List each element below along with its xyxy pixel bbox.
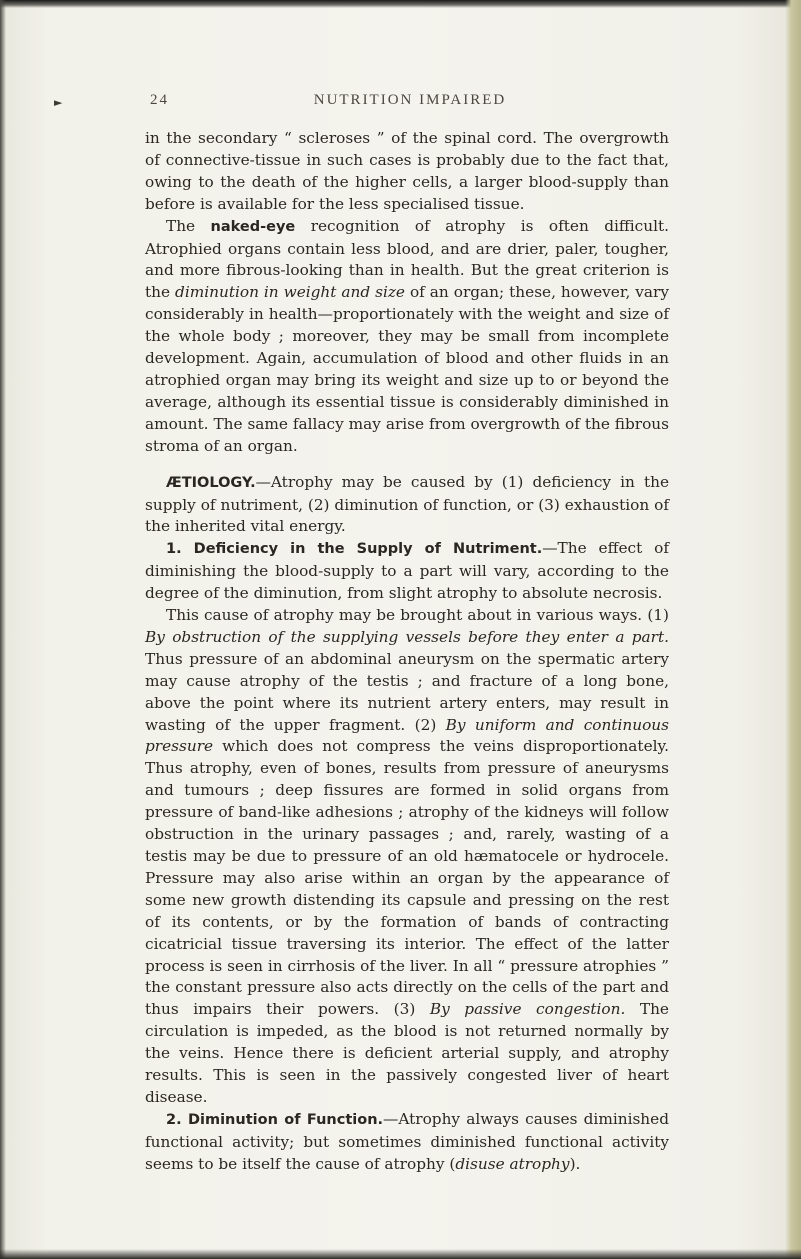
bold-term: naked-eye bbox=[210, 218, 296, 235]
scan-mark-icon: ► bbox=[54, 96, 63, 109]
page-number: 24 bbox=[150, 92, 169, 108]
running-title: NUTRITION IMPAIRED bbox=[313, 92, 507, 108]
page-left-edge bbox=[0, 0, 6, 1259]
subsection-heading: 1. Deficiency in the Supply of Nutriment. bbox=[166, 541, 543, 558]
paragraph-scleroses: in the secondary “ scleroses ” of the spinal cord. The overgrowth of connective-tissue in such cases is probably due to the fact that, owing to the death of the higher cells, a larger blood-supply than before is available for the less specialised tissue. bbox=[145, 129, 669, 213]
paragraph-causes: This cause of atrophy may be brought about in various ways. (1) By obstruction of the supplying vessels before they enter a part. Thus pressure of an abdominal aneurysm on the spermatic artery may cause atrophy of the testis ; and fracture of a long bone, above the point where its nutrient artery enters, may result in wasting of the upper fragment. (2) By uniform and continuous pressure which does not compress the veins disproportionately. Thus atrophy, even of bones, results from pressure of aneurysms and tumours ; deep fissures are formed in solid organs from pressure of band-like adhesions ; atrophy of the kidneys will follow obstruction in the urinary passages ; and, rarely, wasting of a testis may be due to pressure of an old hæmatocele or hydrocele. Pressure may also arise within an organ by the appearance of some new growth distending its capsule and pressing on the rest of its contents, or by the formation of bands of contracting cicatricial tissue traversing its interior. The effect of the latter process is seen in cirrhosis of the liver. In all “ pressure atrophies ” the constant pressure also acts directly on the cells of the part and thus impairs their powers. (3) By passive congestion. The circulation is impeded, as the blood is not returned normally by the veins. Hence there is deficient arterial supply, and atrophy results. This is seen in the passively congested liver of heart disease. bbox=[145, 606, 669, 1106]
paragraph-diminution: 2. Diminution of Function.—Atrophy always causes diminished functional activity; but sometimes diminished functional activity seems to be itself the cause of atrophy (disuse atrophy). bbox=[145, 1109, 670, 1173]
paragraph-deficiency: 1. Deficiency in the Supply of Nutriment.—The effect of diminishing the blood-supply to a part will vary, according to the degree of the diminution, from slight atrophy to absolute necrosis. bbox=[145, 539, 669, 603]
running-header bbox=[150, 92, 670, 114]
subsection-heading: 2. Diminution of Function. bbox=[166, 1111, 384, 1128]
page-top-edge bbox=[0, 0, 801, 8]
italic-term: diminution in weight and size bbox=[175, 283, 405, 302]
paragraph-naked-eye: The naked-eye recognition of atrophy is often difficult. Atrophied organs contain less blood, and are drier, paler, tougher, and more fibrous-looking than in health. But the great criterion is the diminution in weight and size of an organ; these, however, vary considerably in health—proportionately with the weight and size of the whole body ; moreover, they may be small from incomplete development. Again, accumulation of blood and other fluids in an atrophied organ may bring its weight and size up to or beyond the average, although its essential tissue is considerably diminished in amount. The same fallacy may arise from overgrowth of the fibrous stroma of an organ. bbox=[145, 216, 670, 455]
section-gap bbox=[145, 458, 669, 472]
page-bottom-edge bbox=[0, 1249, 801, 1259]
paragraph-aetiology: ÆTIOLOGY.—Atrophy may be caused by (1) deficiency in the supply of nutriment, (2) diminution of function, or (3) exhaustion of the inherited vital energy. bbox=[145, 472, 669, 536]
body-text bbox=[145, 128, 669, 1176]
section-heading: ÆTIOLOGY. bbox=[166, 474, 256, 491]
page-right-edge bbox=[785, 0, 801, 1259]
